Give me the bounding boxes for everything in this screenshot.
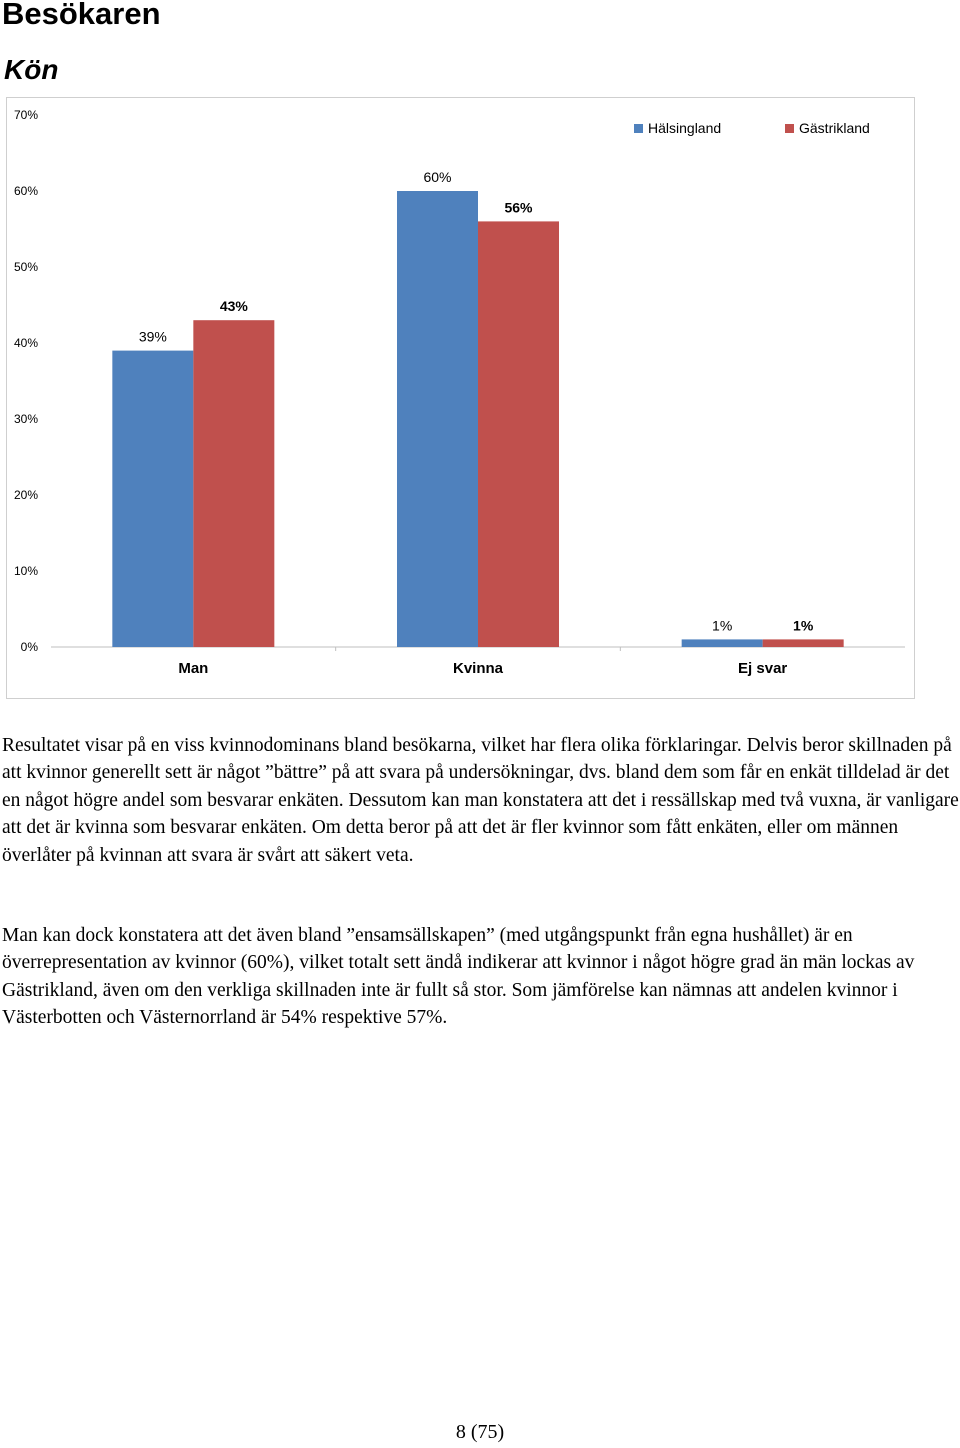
legend-label: Gästrikland — [799, 120, 870, 136]
category-label: Man — [178, 660, 209, 677]
y-tick-label: 50% — [13, 260, 38, 274]
data-label: 39% — [138, 328, 167, 345]
section-subtitle: Kön — [4, 54, 59, 85]
chart-frame — [6, 97, 915, 699]
bar-chart — [7, 98, 916, 700]
data-label: 56% — [504, 199, 533, 216]
bar — [682, 639, 763, 647]
bar — [397, 191, 478, 647]
legend-label: Hälsingland — [648, 120, 722, 136]
data-label: 43% — [219, 298, 248, 315]
bar — [478, 221, 559, 647]
y-tick-label: 60% — [13, 184, 38, 198]
category-label: Kvinna — [452, 660, 504, 677]
bar — [763, 639, 844, 647]
category-label: Ej svar — [738, 660, 788, 677]
y-tick-label: 20% — [13, 488, 38, 502]
y-tick-label: 0% — [20, 640, 38, 654]
bar — [193, 320, 274, 647]
y-tick-label: 30% — [13, 412, 38, 426]
data-label: 1% — [793, 617, 814, 634]
y-tick-label: 70% — [13, 108, 38, 122]
data-label: 60% — [423, 169, 452, 185]
paragraph-comparison: Man kan dock konstatera att det även bland ”ensamsällskapen” (med utgångspunkt från egna hushållet) är en överrepresentation av kvinnor (60%), vilket totalt sett ändå indikerar att kvinnor i något högre grad än män lockas av Gästrikland, även om den verkliga skillnaden inte är fullt så stor. Som jämförelse kan nämnas att andelen kvinnor i Västerbotten och Västernorrland är 54% respektive 57%. — [2, 925, 915, 1029]
data-label: 1% — [712, 617, 733, 634]
y-tick-label: 10% — [13, 564, 38, 578]
page-number: 8 (75) — [455, 1421, 505, 1443]
bar — [112, 351, 193, 647]
legend-swatch — [785, 124, 794, 133]
section-title: Besökaren — [2, 0, 161, 31]
y-tick-label: 40% — [13, 336, 38, 350]
paragraph-results: Resultatet visar på en viss kvinnodominans bland besökarna, vilket har flera olika förklaringar. Delvis beror skillnaden på att kvinnor generellt sett är något ”bättre” på att svara på undersökningar, dvs. bland dem som får en enkät tilldelad är det en något högre andel som besvarar enkäten. Dessutom kan man konstatera att det i ressällskap med två vuxna, är vanligare att det är kvinna som besvarar enkäten. Om detta beror på att det är fler kvinnor som fått enkäten, eller om männen överlåter på kvinnan att svara är svårt att säkert veta. — [2, 735, 959, 866]
legend-swatch — [634, 124, 643, 133]
